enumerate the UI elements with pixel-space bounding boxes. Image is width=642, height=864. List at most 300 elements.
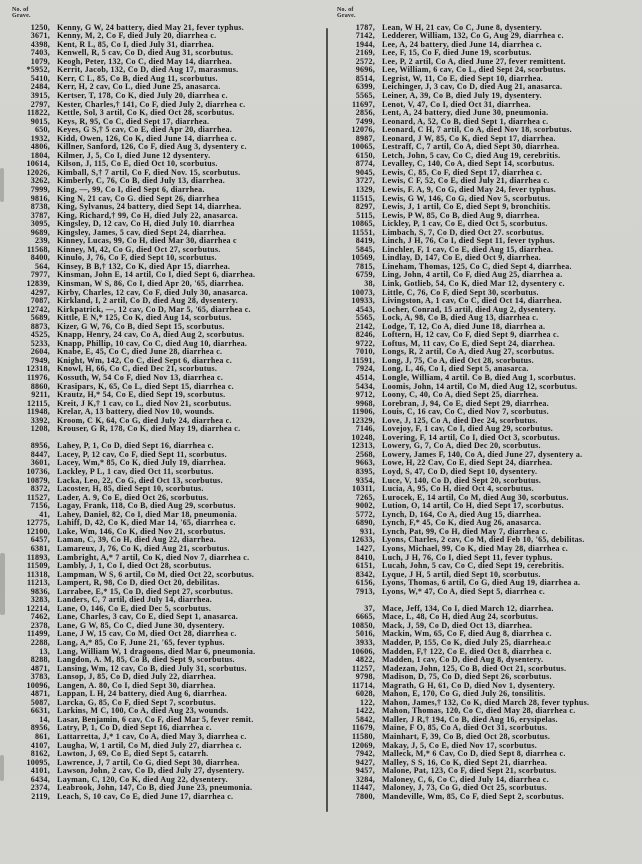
grave-entry-text: Levalley, C, 140, Co A, died Sept 14, scorbutus. [382, 159, 555, 169]
grave-number: 12775, [26, 518, 50, 528]
grave-number: 12026, [26, 167, 50, 177]
grave-number: 8246, [355, 330, 375, 340]
grave-number: 12839, [26, 279, 50, 288]
grave-number: 7977, [30, 270, 50, 280]
grave-number: 5233, [30, 338, 50, 348]
grave-entry-text: Lickley, P, 1 cav, Co E, died Oct 5, scorbutus. [382, 219, 548, 229]
grave-number: 8400, [30, 253, 50, 263]
grave-entry-text: Mace, Jeff, 134, Co I, died March 12, diarrhea. [382, 603, 554, 613]
grave-number: 11257, [351, 663, 375, 673]
grave-entry-text: Laman, C, 39, Co H, died Aug 22, diarrhea. [57, 535, 216, 545]
grave-entry-text: Kenwell, R, 5 cav, Co D, died Aug 31, scorbutus. [57, 48, 234, 58]
grave-number: 5845, [355, 244, 375, 254]
grave-number: 6759, [355, 270, 375, 280]
grave-number: 6890, [355, 518, 375, 528]
grave-entry-text: Keys, R, 95, Co C, died Sept 17, diarrhea. [57, 116, 210, 126]
grave-number: 11527, [26, 492, 50, 502]
grave-number: 2484, [30, 82, 50, 92]
header-grave-label: Grave. [12, 12, 31, 19]
grave-entry-text: Livingston, A, 1 cav, Co C, died Oct 14, diarrhea. [382, 296, 562, 306]
grave-number: 8987, [355, 133, 375, 143]
grave-entry-text: Kenny, M, 2, Co F, died July 20, diarrhea c. [57, 31, 217, 41]
grave-number: 11447, [351, 783, 375, 793]
grave-entry-text: King, —, 99, Co I, died Sept 6, diarrhea. [57, 184, 205, 194]
grave-entry-text: Long, J, 75, Co A, died Oct 28, scorbutus. [382, 355, 534, 365]
grave-number: 8873, [30, 321, 50, 331]
grave-entry-text: Malone, Pat, 123, Co F, died Sept 21, scorbutus. [382, 766, 557, 776]
grave-entry-text: Lowe, H, 22 Cav, Co E, died Sept 24, diarrhea. [382, 458, 553, 468]
grave-entry-text: Maller, J R,† 194, Co B, died Aug 16, erysipelas. [382, 714, 558, 724]
grave-entry-text: Keogh, Peter, 132, Co C, died May 14, diarrhea. [57, 56, 232, 66]
grave-number: 5434, [355, 381, 375, 391]
grave-entry-text: Krouser, G R, 178, Co K, died May 19, diarrhea c. [57, 424, 241, 434]
grave-list-column-left [6, 6, 320, 801]
grave-number: 4297, [30, 287, 50, 297]
grave-entry-text: Lewis, C F, 52, Co E, died July 21, diarrhea c. [382, 176, 550, 186]
grave-entry-text: Lyque, J H, 5 artil, died Sept 10, scorbutus. [382, 569, 541, 579]
grave-entry-text: Limbach, S, 7, Co D, died Oct 27. scorbutus. [382, 227, 545, 237]
grave-entry-row [6, 793, 320, 802]
grave-entry-text: King N, 21 cav, Co G. died Sept 26, diarrhea [57, 193, 220, 203]
grave-entry-text: Lattarretta, J,* 1 cav, Co A, died May 3, diarrhea c. [57, 731, 247, 741]
grave-number: 7462, [30, 612, 50, 622]
grave-entry-text: Lawton, J, 69, Co E, died Sept 5, catarrh. [57, 749, 209, 759]
grave-number: 9045, [355, 167, 375, 177]
grave-entry-text: Madden, 1 cav, Co D, died Aug 8, dysentery. [382, 655, 544, 665]
grave-number: 9663, [355, 458, 375, 468]
grave-entry-text: Lagay, Frank, 118, Co B, died Aug 29, scorbutus. [57, 501, 236, 511]
grave-number: 2568, [355, 449, 375, 459]
grave-entry-text: Lestraff, C, 7 artil, Co A, died Sept 30, diarrhea. [382, 142, 560, 152]
grave-number: 3392, [30, 415, 50, 425]
grave-number: 12069, [351, 740, 375, 750]
grave-number: 12100, [26, 526, 50, 536]
grave-number: 2119, [31, 791, 50, 801]
header-grave-label: Grave. [337, 12, 356, 19]
grave-number: 11515, [351, 193, 375, 203]
grave-number: 8297, [355, 202, 375, 212]
grave-entry-text: Kittle, E N,* 125, Co K, died Aug 14, scorbutus. [57, 313, 232, 323]
grave-entry-text: Lappan, L H, 24 battery, died Aug 6, diarrhea. [57, 689, 227, 699]
grave-number: 9354, [355, 475, 375, 485]
grave-entry-text: Kizer, G W, 76, Co B, died Sept 15, scorbutus. [57, 321, 225, 331]
scan-edge-artifact [0, 755, 4, 781]
grave-entry-text: Kester, Charles,† 141, Co F, died July 2, diarrhea c. [57, 99, 246, 109]
grave-number: 1787, [355, 22, 375, 32]
grave-entry-text: Loyd, S, 47, Co D, died Sept 10, dysentery. [382, 467, 538, 477]
grave-entry-text: Leabrook, John, 147, Co B, died June 23, pneumonia. [57, 783, 253, 793]
grave-entry-text: Lewis, G W, 146, Co G, died Nov 5, scorbutus. [382, 193, 551, 203]
grave-entry-text: Langdon, A. M, 85, Co B, died Sept 9, scorbutus. [57, 655, 235, 665]
grave-entry-text: Larkins, M C, 100, Co A, died Aug 23, wounds. [57, 706, 229, 716]
grave-number: 7800, [355, 791, 375, 801]
grave-entry-text: Lynch, F,* 45, Co K, died Aug 26, anasarca. [382, 518, 542, 528]
grave-number: 7924, [355, 364, 375, 374]
grave-entry-text: Lansop, J, 85, Co D, died July 22, diarrhea. [57, 672, 217, 682]
grave-entry-text: Lampert, R, 98, Co D, died Oct 20, debilitas. [57, 578, 220, 588]
grave-number: 8372, [30, 484, 50, 494]
grave-entry-text: Lake, Wm, 146, Co K, died Nov 21, scorbutus. [57, 526, 226, 536]
grave-number: 11499, [26, 629, 50, 639]
grave-entry-text: Leonard, A, 52, Co B, died Sept 1, diarrhea c. [382, 116, 549, 126]
column-header-left [12, 8, 320, 20]
grave-number: 9002, [355, 501, 375, 511]
grave-number: 8288, [30, 655, 50, 665]
grave-entry-text: Kingsley, D, 12 cav, Co H, died July 10. diarrhea [57, 219, 235, 229]
grave-number: 8956, [30, 723, 50, 733]
grave-number: 1079, [30, 56, 50, 66]
grave-entry-text: Knight, Wm, 142, Co C, died Sept 6, diarrhea c. [57, 355, 232, 365]
grave-number: 4871, [30, 663, 50, 673]
grave-number: 10095, [26, 757, 50, 767]
grave-number: 650, [35, 125, 50, 135]
grave-entry-text: Lodge, T, 12, Co A, died June 18, diarrhea a. [382, 321, 546, 331]
grave-entry-text: Lang, A,* 85, Co F, June 21, '65, fever typhus. [57, 637, 225, 647]
grave-number: 11906, [351, 407, 375, 417]
grave-number: 13, [39, 646, 50, 656]
grave-entry-text: Killner, Sanford, 126, Co F, died Aug 3, dysentery c. [57, 142, 247, 152]
grave-entry-text: Lang, William W, 1 dragoons, died Mar 6, pneumonia. [57, 646, 256, 656]
grave-entry-text: Legrist, W, 11, Co E, died Sept 10, diarrhea. [382, 73, 544, 83]
grave-entry-text: Lowery, James F, 140, Co A, died June 27, dysentery a. [382, 449, 583, 459]
grave-number: 14, [39, 714, 50, 724]
grave-entry-text: Lacey, P, 12 cav, Co F, died Sept 11, scorbutus. [57, 449, 227, 459]
grave-number: 7265, [355, 492, 375, 502]
grave-entry-text: Malley, S S, 16, Co K, died Sept 21, diarrhea. [382, 757, 548, 767]
grave-number: 5772, [355, 509, 375, 519]
grave-entry-text: Kerr, C L, 85, Co B, died Aug 11, scorbutus. [57, 73, 218, 83]
grave-entry-text: Kimberly, C, 76, Co B, died July 13, diarrhea. [57, 176, 225, 186]
grave-number: 7999, [30, 184, 50, 194]
grave-number: 7010, [355, 347, 375, 357]
grave-number: 10065, [351, 142, 375, 152]
grave-number: 7087, [30, 296, 50, 306]
grave-number: 1422, [355, 706, 375, 716]
grave-entry-text: Latry, P, 1, Co D, died Sept 16, diarrhea c. [57, 723, 212, 733]
grave-entry-text: Lampman, W S, 6 artil, Co M, died Oct 22, scorbutus. [57, 569, 255, 579]
grave-entry-text: Loftus, M, 11 cav, Co E, died Sept 24, diarrhea. [382, 338, 556, 348]
grave-entry-text: Long, L, 46, Co I, died Sept 5, anasarca. [382, 364, 529, 374]
grave-number: 2604, [30, 347, 50, 357]
grave-number: 1932, [30, 133, 50, 143]
grave-entry-text: Lorebran, J, 94, Co E, died Sept 29, diarrhea. [382, 398, 549, 408]
grave-entry-text: Lane, O, 146, Co E, died Dec 5, scorbutus. [57, 603, 212, 613]
grave-entry-text: Letch, John, 5 cav, Co C, died Aug 19, cerebritis. [382, 150, 561, 160]
grave-number: 5842, [355, 714, 375, 724]
grave-number: 11948, [26, 407, 50, 417]
grave-entry-row [6, 425, 320, 434]
grave-number: 9015, [30, 116, 50, 126]
grave-entry-text: Kerrit, Jacob, 132, Co D, died Aug 17, marasmus. [57, 65, 239, 75]
grave-number: 9696, [355, 65, 375, 75]
grave-number: 9427, [355, 757, 375, 767]
grave-entry-text: Krasipars, K, 65, Co L, died Sept 15, diarrhea c. [57, 381, 234, 391]
grave-number: 1250, [30, 22, 50, 32]
grave-number: 12115, [26, 398, 50, 408]
grave-entry-text: King, Richard,† 99, Co H, died July 22, anasarca. [57, 210, 239, 220]
grave-number: 11318, [26, 569, 50, 579]
grave-number: 37, [364, 603, 375, 613]
grave-entry-text: Malleck, M,* 6 Cav, Co D, died Sept 8, diarrhea c. [382, 749, 566, 759]
grave-number: 3787, [30, 210, 50, 220]
grave-number: 10569, [351, 253, 375, 263]
grave-number: 11822, [26, 108, 50, 118]
grave-entry-text: Lucah, John, 5 cav, Co C, died Sept 19, cerebritis. [382, 561, 565, 571]
grave-number: 1208, [30, 424, 50, 434]
grave-entry-text: Leiner, A, 39, Co B, died July 19, dysentery. [382, 90, 542, 100]
grave-number: 2797, [30, 99, 50, 109]
grave-entry-text: Love, J, 125, Co A, died Dec 24, scorbutus. [382, 415, 538, 425]
grave-entry-text: Larrabee, E,* 15, Co D, died Sept 27, scorbutus. [57, 586, 234, 596]
grave-entry-text: Krelar, A, 13 battery, died Nov 10, wounds. [57, 407, 215, 417]
grave-number: 4543, [355, 304, 375, 314]
grave-number: 3262, [30, 176, 50, 186]
header-no-of-label: No. of [12, 7, 29, 13]
grave-entry-text: Lamareux, J, 76, Co K, died Aug 21, scorbutus. [57, 543, 230, 553]
grave-number: 9457, [355, 766, 375, 776]
grave-number: 10736, [26, 467, 50, 477]
grave-entry-text: Knowl, H, 66, Co C, died Dec 21, scorbutus. [57, 364, 218, 374]
grave-number: 2288, [30, 637, 50, 647]
grave-number: 1329, [355, 184, 375, 194]
grave-entry-text: Kilson, J, 115, Co E, died Oct 10, scorbutus. [57, 159, 218, 169]
grave-number: 3284, [355, 774, 375, 784]
grave-entry-text: Luce, V, 140, Co D, died Sept 20, scorbutus. [382, 475, 542, 485]
grave-entry-text: Leonard, C H, 7 artil, Co A, died Nov 18, scorbutus. [382, 125, 572, 135]
grave-entry-text: Little, C, 76, Co F, died Sept 30, scorbutus. [382, 287, 539, 297]
grave-entry-text: Lambright, A,* 7 artil, Co K, died Nov 7, diarrhea c. [57, 552, 250, 562]
grave-entry-text: Layman, C, 120, Co K, died Aug 22, dysentery. [57, 774, 228, 784]
header-no-of-label: No. of [337, 7, 354, 13]
grave-entry-text: Lock, A, 98, Co B, died Aug 13, diarrhea c. [382, 313, 539, 323]
grave-number: 10850, [351, 620, 375, 630]
grave-entry-text: Madezan, John, 125, Co B, died Oct 21, scorbutus. [382, 663, 567, 673]
scan-edge-artifact [0, 553, 5, 615]
grave-number: 11697, [351, 99, 375, 109]
grave-number: 8342, [355, 569, 375, 579]
grave-entry-text: Kenny, G W, 24 battery, died May 21, fever typhus. [57, 22, 245, 32]
grave-number: 10933, [351, 296, 375, 306]
grave-number: 4525, [30, 330, 50, 340]
grave-entry-text: Lindlay, D, 147, Co E, died Oct 9, diarrhea. [382, 253, 542, 263]
grave-entry-text: Mahon, E, 170, Co G, died July 26, tonsilitis. [382, 689, 546, 699]
grave-number: 11893, [26, 552, 50, 562]
grave-rows-left [6, 24, 320, 802]
grave-entry-text: Kinsey, B B,† 132, Co K, died Apr 15, diarrhea. [57, 261, 231, 271]
grave-entry-text: Lee, A, 24 battery, died June 14, diarrhea c. [382, 39, 542, 49]
grave-number: 931, [360, 526, 375, 536]
grave-entry-text: Magrath, G H, 61, Co D, died Nov 1, dysentery. [382, 680, 556, 690]
grave-entry-text: Kinsman, W S, 86, Co I, died Apr 20, '65, diarrhea. [57, 279, 244, 288]
grave-entry-text: Lahey, Daniel, 82, Co I, died Mar 18, pneumonia. [57, 509, 237, 519]
grave-number: 11568, [26, 244, 50, 254]
grave-entry-text: Landers, C, 7 artil, died July 14, diarrhea. [57, 595, 213, 605]
grave-entry-text: Lahey, P, 1, Co D, died Sept 16, diarrhea c. [57, 441, 214, 451]
grave-entry-text: Lurocek, E, 14 artil, Co M, died Aug 30, scorbutus. [382, 492, 569, 502]
grave-number: 9211, [31, 390, 50, 400]
grave-entry-text: Laugha, W, 1 artil, Co M, died July 27, diarrhea c. [57, 740, 242, 750]
grave-entry-text: Lacey, Wm,* 85, Co K, died July 19, diarrhea. [57, 458, 226, 468]
grave-number: 11509, [26, 561, 50, 571]
grave-entry-text: Ling, John, 4 artil, Co F, died Aug 25, diarrhea a. [382, 270, 563, 280]
grave-number: 9798, [355, 672, 375, 682]
grave-number: *5952, [26, 65, 50, 75]
grave-entry-text: Kirkpatrick, —, 12 cav, Co D, Mar 5, '65, diarrhea c. [57, 304, 251, 314]
grave-entry-text: Mace, L, 48, Co H, died Aug 24, scorbutus. [382, 612, 539, 622]
grave-number: 12633, [351, 535, 375, 545]
grave-number: 2142, [355, 321, 375, 331]
grave-entry-text: Lambly, J, 1, Co I, died Oct 28, scorbutus. [57, 561, 212, 571]
grave-entry-text: Leonard, J W, 85, Co K, died Sept 17, diarrhea. [382, 133, 556, 143]
grave-number: 3601, [30, 458, 50, 468]
grave-number: 3283, [30, 595, 50, 605]
grave-entry-text: Kimball, S,† 7 artil, Co F, died Nov. 15, scorbutus. [57, 167, 241, 177]
grave-entry-text: Ledderer, William, 132, Co G, Aug 29, diarrhea c. [382, 31, 564, 41]
grave-entry-text: Lowery, G, 7, Co A, died Dec 20, scorbutus. [382, 441, 541, 451]
grave-entry-text: Kettle, Sol, 3 artil, Co K, died Oct 28, scorbutus. [57, 108, 235, 118]
grave-entry-text: Keyes, G S,† 5 cav, Co E, died Apr 20, diarrhea. [57, 125, 232, 135]
grave-entry-text: Lader, A. 9, Co E, died Oct 26, scorbutus. [57, 492, 209, 502]
grave-number: 9712, [355, 390, 375, 400]
grave-number: 8514, [355, 73, 375, 83]
grave-number: 12076, [351, 125, 375, 135]
grave-entry-text: Krautz, H,* 54, Co E, died Sept 19, scorbutus. [57, 390, 226, 400]
grave-number: 8419, [355, 236, 375, 246]
grave-number: 3671, [30, 31, 50, 41]
grave-number: 10073, [351, 287, 375, 297]
grave-entry-text: Makay, J, 5, Co E, died Nov 17, scorbutus. [382, 740, 537, 750]
grave-entry-text: Lynch, Pat, 99, Co H, died May 7, diarrhea c. [382, 526, 548, 536]
grave-number: 4871, [30, 689, 50, 699]
grave-number: 38, [364, 279, 375, 288]
grave-number: 3095, [30, 219, 50, 229]
grave-number: 11580, [351, 731, 375, 741]
grave-number: 8447, [30, 449, 50, 459]
grave-entry-text: Lyons, Thomas, 6 artil, Co G, died Aug 19, diarrhea a. [382, 578, 581, 588]
grave-number: 9816, [30, 193, 50, 203]
grave-number: 239, [35, 236, 50, 246]
grave-entry-text: Loftern, H, 12 cav, Co F, died Sept 9, diarrhea c. [382, 330, 560, 340]
grave-number: 10096, [26, 680, 50, 690]
grave-entry-text: Lewis, C, 85, Co F, died Sept 17, diarrhea c. [382, 167, 543, 177]
grave-number: 10248, [351, 432, 375, 442]
grave-number: 11591, [351, 355, 375, 365]
grave-entry-text: Linch, J H, 76, Co I, died Sept 11, fever typhus. [382, 236, 556, 246]
grave-entry-text: Mainhart, F, 39, Co B, died Oct 28, scorbutus. [382, 731, 551, 741]
grave-number: 2856, [355, 108, 375, 118]
grave-entry-text: Lyons, W,* 47, Co A, died Sept 5, diarrhea c. [382, 586, 546, 596]
grave-number: 6150, [355, 150, 375, 160]
grave-number: 8738, [30, 202, 50, 212]
grave-entry-text: Lovejoy, F, 1 cav, Co I, died Aug 29, scorbutus. [382, 424, 554, 434]
grave-entry-text: Leach, S, 10 cav, Co E, died June 17, diarrhea c. [57, 791, 234, 801]
grave-number: 11976, [26, 373, 50, 383]
grave-entry-text: Lane, J W, 15 cav, Co M, died Oct 28, diarrhea c. [57, 629, 237, 639]
grave-entry-text: Lacoster, H, 85, died Sept 10, scorbutus. [57, 484, 204, 494]
grave-number: 6399, [355, 82, 375, 92]
grave-number: 122, [360, 697, 375, 707]
grave-entry-text: Lansing, Wm, 12 cav, Co B, died July 31, scorbutus. [57, 663, 247, 673]
scan-edge-artifact [0, 168, 4, 202]
grave-entry-text: Lackley, P L, 1 cav, died Oct 11, scorbutus. [57, 467, 214, 477]
grave-entry-text: King, Sylvanus, 24 battery, died Sept 14, diarrhea. [57, 202, 242, 212]
grave-entry-text: Lent, A, 24 battery, died June 30, pneumonia. [382, 108, 549, 118]
grave-number: 12214, [26, 603, 50, 613]
grave-entry-text: Lynch, D, 164, Co A, died Aug 15, diarrhea. [382, 509, 542, 519]
grave-entry-text: Lineham, Thomas, 125, Co C, died Sept 4, diarrhea. [382, 261, 572, 271]
grave-number: 8410, [355, 552, 375, 562]
grave-number: 4822, [355, 655, 375, 665]
grave-number: 7142, [355, 31, 375, 41]
grave-number: 9836, [30, 586, 50, 596]
grave-entry-text: Link, Gotlieb, 54, Co K, died Mar 12, dysentery c. [382, 279, 565, 288]
grave-rows-right [331, 24, 639, 802]
grave-entry-text: Kreit, J K,† 1 cav, co L, died Nov 21, scorbutus. [57, 398, 232, 408]
grave-number: 2572, [355, 56, 375, 66]
grave-number: 12318, [26, 364, 50, 374]
grave-number: 3727, [355, 176, 375, 186]
grave-number: 3783, [30, 672, 50, 682]
column-header-right [337, 8, 639, 20]
grave-number: 2378, [30, 620, 50, 630]
grave-number: 11714, [351, 680, 375, 690]
grave-entry-text: Lee, F, 15, Co F, died June 19, scorbutus. [382, 48, 532, 58]
grave-entry-text: Loomis, John, 14 artil, Co M, died Aug 12, scorbutus. [382, 381, 578, 391]
grave-number: 6631, [30, 706, 50, 716]
grave-number: 41, [39, 509, 50, 519]
grave-number: 564, [35, 261, 50, 271]
grave-entry-text: Kertser, T, 178, Co K, died July 20, diarrhea c. [57, 90, 228, 100]
grave-list-column-right [331, 6, 639, 801]
grave-number: 5689, [30, 313, 50, 323]
grave-entry-text: Maloney, C, 6, Co C, died July 14, diarrhea c. [382, 774, 549, 784]
grave-number: 2374, [30, 783, 50, 793]
grave-entry-text: Louis, C, 16 cav, Co C, died Nov 7, scorbutus. [382, 407, 549, 417]
grave-number: 10606, [351, 646, 375, 656]
grave-entry-text: Kirby, Charles, 12 cav, Co F, died July 30, anasarca. [57, 287, 248, 297]
grave-entry-text: Maine, F O, 85, Co A, died Oct 31, scorbutus. [382, 723, 548, 733]
grave-entry-text: Kingsley, James, 5 cav, died Sept 24, diarrhea. [57, 227, 227, 237]
grave-number: 4806, [30, 142, 50, 152]
grave-entry-text: Lacka, Leo, 22, Co G, died Oct 13, scorbutus. [57, 475, 223, 485]
grave-entry-text: Madder, P, 155, Co K, died July 25, diarrhea.c [382, 637, 552, 647]
grave-entry-text: Lee, P, 2 artil, Co A, died June 27, fever remittent. [382, 56, 566, 66]
grave-number: 2169, [355, 48, 375, 58]
grave-entry-text: Kidd, Owen, 126, Co K, died June 14, diarrhea c. [57, 133, 237, 143]
grave-number: 1804, [30, 150, 50, 160]
grave-entry-text: Mandeville, Wm, 85, Co F, died Sept 2, scorbutus. [382, 791, 565, 801]
grave-number: 1427, [355, 543, 375, 553]
grave-entry-text: Lawson, John, 2 cav, Co D, died July 27, dysentery. [57, 766, 245, 776]
grave-number: 3915, [30, 90, 50, 100]
grave-entry-text: Mahon, Thomas, 120, Co C, died May 28, diarrhea c. [382, 706, 576, 716]
grave-number: 5016, [355, 629, 375, 639]
grave-number: 5565, [355, 313, 375, 323]
grave-number: 6151, [355, 561, 375, 571]
grave-number: 6381, [30, 543, 50, 553]
grave-entry-text: Lean, W H, 21 cav, Co C, June 8, dysentery. [382, 22, 543, 32]
grave-number: 7913, [355, 586, 375, 596]
grave-number: 3933, [355, 637, 375, 647]
grave-entry-text: Madden, F,† 122, Co E, died Oct 8, diarrhea c. [382, 646, 552, 656]
grave-entry-text: Lane, G W, 85, Co C, died June 30, dysentery. [57, 620, 225, 630]
grave-entry-text: Kinulo, J, 76, Co F, died Sept 10, scorbutus. [57, 253, 217, 263]
grave-entry-text: Longs, R, 2 artil, Co A, died Aug 27, scorbutus. [382, 347, 555, 357]
grave-number: 8774, [355, 159, 375, 169]
grave-number: 10879, [26, 475, 50, 485]
grave-number: 9689, [30, 227, 50, 237]
grave-entry-text: Mack, J, 59, Co D, died Oct 13, diarrhea. [382, 620, 533, 630]
